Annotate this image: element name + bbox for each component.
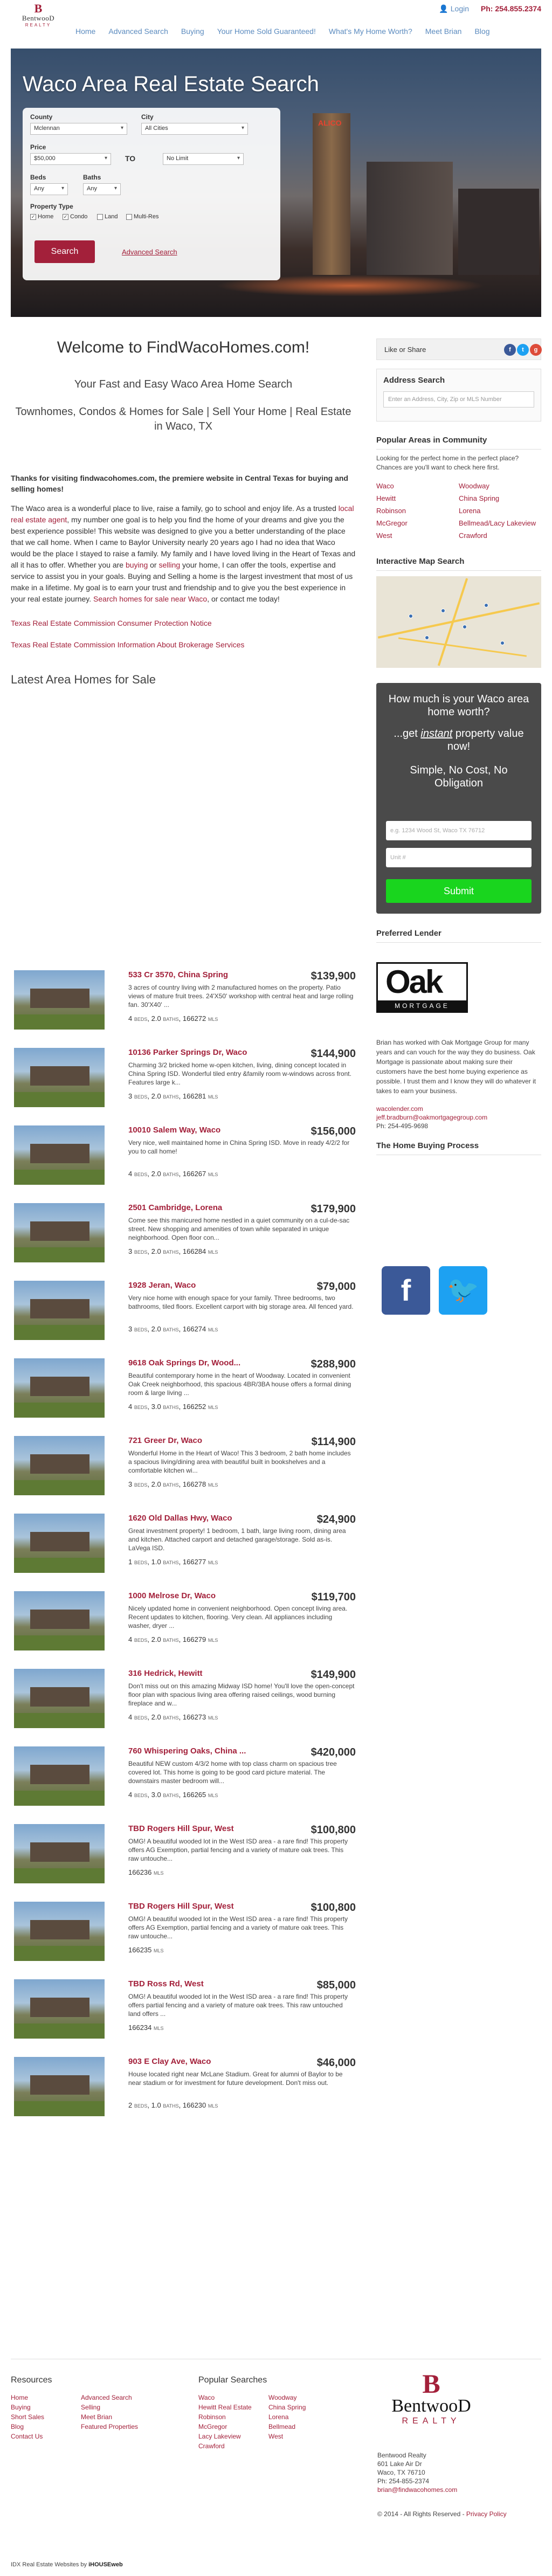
like-share-label: Like or Share xyxy=(384,346,426,354)
ptype-condo[interactable]: ✓ Condo xyxy=(63,213,88,220)
lawn xyxy=(14,1325,105,1340)
subline: Townhomes, Condos & Homes for Sale | Sell Your Home | Real Estate in Waco, TX xyxy=(15,406,351,432)
listing-description: Come see this manicured home nestled in a quiet community on a cul-de-sac street. New shopping and amenities of town while separated in unique neighborhood. Open floor con... xyxy=(128,1217,350,1241)
checkbox-checked-icon: ✓ xyxy=(63,213,68,219)
listing-price: $139,900 xyxy=(310,970,356,982)
map-pin-icon[interactable] xyxy=(500,641,505,645)
listing-card[interactable] xyxy=(11,1514,356,1574)
house-roof xyxy=(30,1765,89,1784)
footer-copyright: © 2014 - All Rights Reserved - Privacy Policy xyxy=(377,2510,507,2518)
home-worth-address-input[interactable]: e.g. 1234 Wood St, Waco TX 76712 xyxy=(386,821,532,840)
listing-card[interactable] xyxy=(11,1591,356,1652)
footer-link[interactable]: Robinson xyxy=(198,2413,226,2421)
latest-listings-heading: Latest Area Homes for Sale xyxy=(11,673,156,686)
listing-stats: 3 BEDS, 2.0 BATHS, 166278 MLS xyxy=(128,1480,218,1488)
city-select[interactable]: All Cities ▾ xyxy=(141,123,248,135)
main-content xyxy=(11,334,356,687)
facebook-icon[interactable]: f xyxy=(382,1266,430,1315)
listing-stats: 1 BEDS, 1.0 BATHS, 166277 MLS xyxy=(128,1558,218,1566)
lender-description: Brian has worked with Oak Mortgage Group for many years and can vouch for the way they do business. Oak Mortgage is passionate about making sure their customers have the best home buying experience as possible. I trust them and I know they will do whatever it takes to earn your business. xyxy=(376,1039,536,1095)
city-label: City xyxy=(141,113,154,121)
area-link[interactable]: Crawford xyxy=(459,531,487,540)
footer-link[interactable]: Meet Brian xyxy=(81,2413,113,2421)
buying-link[interactable]: buying xyxy=(125,561,148,569)
price-min-select[interactable]: $50,000 ▾ xyxy=(30,153,111,165)
footer-link[interactable]: Short Sales xyxy=(11,2413,45,2421)
top-right xyxy=(439,4,541,13)
listing-price: $24,900 xyxy=(316,1514,356,1525)
listing-description: House located right near McLane Stadium. Great for alumni of Baylor to be near stadium or for investment for future development. Don't miss out. xyxy=(128,2070,343,2087)
hero-banner xyxy=(11,49,541,317)
lawn xyxy=(14,1014,105,1030)
listing-title[interactable]: 721 Greer Dr, Waco xyxy=(128,1436,203,1445)
listing-card[interactable] xyxy=(11,1203,356,1263)
listing-stats: 3 BEDS, 2.0 BATHS, 166284 MLS xyxy=(128,1247,218,1255)
search-homes-link[interactable]: Search homes for sale near Waco xyxy=(93,595,208,603)
listing-price: $100,800 xyxy=(310,1824,356,1836)
lender-website-link[interactable]: wacolender.com xyxy=(376,1105,423,1113)
site-footer xyxy=(11,2359,541,2542)
listing-price: $119,700 xyxy=(311,1591,356,1603)
map-road xyxy=(378,602,540,639)
beds-label: Beds xyxy=(30,174,46,181)
home-worth-widget xyxy=(376,683,541,914)
listing-stats: 2 BEDS, 1.0 BATHS, 166230 MLS xyxy=(128,2101,218,2109)
price-label: Price xyxy=(30,143,46,151)
listing-stats: 3 BEDS, 2.0 BATHS, 166274 MLS xyxy=(128,1325,218,1333)
hero-building xyxy=(367,162,453,275)
user-icon: 👤 xyxy=(439,4,448,13)
footer-resources-links xyxy=(11,2393,140,2441)
listing-photo[interactable] xyxy=(14,1902,105,1961)
hero-building xyxy=(313,113,350,275)
google-plus-icon[interactable]: g xyxy=(530,344,542,356)
listing-photo[interactable] xyxy=(14,1125,105,1185)
home-worth-question: How much is your Waco area home worth? xyxy=(388,693,529,718)
listing-description: Great investment property! 1 bedroom, 1 bath, large living room, dining area and kitchen. Attached carport and detached garage/storage. Sold as-is. LaVega ISD. xyxy=(128,1527,346,1552)
area-link[interactable]: McGregor xyxy=(376,519,408,527)
area-link[interactable]: Robinson xyxy=(376,507,406,515)
listing-description: Nicely updated home in convenient neighborhood. Open concept living area. Recent updates to kitchen, flooring. Very clean. All appliances including washer, dryer ... xyxy=(128,1605,348,1629)
home-worth-instant: ...get instant property value now! xyxy=(394,728,524,752)
listing-price: $420,000 xyxy=(310,1746,356,1758)
listing-description: Charming 3/2 bricked home w-open kitchen, living, dining concept located in China Spring ISD. Wonderful tiled entry &family room w-windows across front. Features large k... xyxy=(128,1061,351,1086)
area-link[interactable]: Hewitt xyxy=(376,494,396,502)
logo-mark: B xyxy=(34,2,43,15)
listing-card[interactable] xyxy=(11,970,356,1031)
logo-name: BentwooD xyxy=(22,14,55,22)
tagline: Your Fast and Easy Waco Area Home Search xyxy=(74,378,293,390)
listing-description: OMG! A beautiful wooded lot in the West ISD area - a rare find! This property offers AG Exemption, partial fencing and a variety of mature oak trees. This raw untouche... xyxy=(128,1838,348,1862)
listing-title[interactable]: 903 E Clay Ave, Waco xyxy=(128,2057,211,2066)
ptype-home[interactable]: ✓ Home xyxy=(31,213,54,220)
sidebar xyxy=(376,339,541,1315)
hero-building xyxy=(458,189,539,275)
house-roof xyxy=(30,1920,89,1939)
nav-buying[interactable]: Buying xyxy=(181,27,204,36)
listing-photo[interactable] xyxy=(14,1746,105,1806)
house-roof xyxy=(30,1842,89,1862)
lawn xyxy=(14,1558,105,1573)
listing-card[interactable] xyxy=(11,1902,356,1962)
area-link[interactable]: Woodway xyxy=(459,482,489,490)
lender-email-link[interactable]: jeff.bradburn@oakmortgagegroup.com xyxy=(376,1114,488,1121)
house-roof xyxy=(30,989,89,1008)
listing-card[interactable] xyxy=(11,1281,356,1341)
popular-areas-desc: Looking for the perfect home in the perfect place? Chances are you'll want to check here first. xyxy=(376,454,519,471)
hero-title: Waco Area Real Estate Search xyxy=(23,72,319,96)
footer-link[interactable]: Contact Us xyxy=(11,2433,43,2440)
map-search-title: Interactive Map Search xyxy=(376,557,541,571)
ptype-multi-res[interactable]: Multi-Res xyxy=(126,213,158,220)
footer-link[interactable]: Woodway xyxy=(268,2394,297,2401)
listing-price: $85,000 xyxy=(316,1979,356,1991)
listing-card[interactable] xyxy=(11,1669,356,1729)
facebook-icon[interactable]: f xyxy=(504,344,516,356)
selling-link[interactable]: selling xyxy=(158,561,181,569)
footer-resources xyxy=(11,2375,140,2441)
area-link[interactable]: Waco xyxy=(376,482,394,490)
listing-photo[interactable] xyxy=(14,1824,105,1883)
nav-home-worth[interactable]: What's My Home Worth? xyxy=(328,27,412,36)
home-worth-submit-button[interactable]: Submit xyxy=(386,879,532,903)
lawn xyxy=(14,1946,105,1961)
footer-popular-links xyxy=(198,2393,328,2451)
listing-title[interactable]: 1000 Melrose Dr, Waco xyxy=(128,1591,216,1600)
nav-home-sold-guaranteed[interactable]: Your Home Sold Guaranteed! xyxy=(217,27,316,36)
footer-popular-title: Popular Searches xyxy=(198,2375,267,2385)
powered-by: IDX Real Estate Websites by iHOUSEweb xyxy=(11,2561,123,2568)
map-pin-icon[interactable] xyxy=(425,636,429,640)
listing-photo[interactable] xyxy=(14,1203,105,1262)
listing-title[interactable]: 316 Hedrick, Hewitt xyxy=(128,1669,203,1678)
footer-link[interactable]: Lacy Lakeview xyxy=(198,2433,241,2440)
footer-email-link[interactable]: brian@findwacohomes.com xyxy=(377,2486,458,2494)
listing-title[interactable]: 9618 Oak Springs Dr, Wood... xyxy=(128,1358,241,1368)
footer-col xyxy=(81,2393,140,2441)
listing-photo[interactable] xyxy=(14,1358,105,1418)
footer-address: Bentwood Realty 601 Lake Air Dr Waco, TX 76710 Ph: 254-855-2374 brian@findwacohomes.com xyxy=(377,2451,458,2494)
listing-card[interactable] xyxy=(11,1979,356,2040)
lawn xyxy=(14,1713,105,1728)
address-search-title: Address Search xyxy=(383,376,445,385)
ptype-land[interactable]: Land xyxy=(97,213,118,220)
listing-description: OMG! A beautiful wooded lot in the West ISD area - a rare find! This property offers partial fencing and a variety of mature oak trees. This raw untouched land offers ... xyxy=(128,1993,348,2018)
listing-description: Don't miss out on this amazing Midway ISD home! You'll love the open-concept floor plan with spacious living area offering raised ceilings, wood burning fireplace and w... xyxy=(128,1682,355,1707)
listing-photo[interactable] xyxy=(14,970,105,1030)
listing-price: $114,900 xyxy=(311,1436,356,1448)
house-roof xyxy=(30,1610,89,1629)
lawn xyxy=(14,1247,105,1262)
listing-description: Beautiful NEW custom 4/3/2 home with top class charm on spacious tree covered lot. This home is going to be good card picture material. The downstairs master bedroom will... xyxy=(128,1760,337,1785)
footer-link[interactable]: China Spring xyxy=(268,2404,306,2411)
house-roof xyxy=(30,2075,89,2095)
house-roof xyxy=(30,1221,89,1241)
popular-areas-list xyxy=(376,482,541,540)
lawn xyxy=(14,2101,105,2116)
site-header xyxy=(11,0,541,49)
listing-title[interactable]: 533 Cr 3570, China Spring xyxy=(128,970,229,979)
price-max-select[interactable]: No Limit ▾ xyxy=(163,153,244,165)
house-roof xyxy=(30,1454,89,1474)
twitter-icon[interactable]: 🐦 xyxy=(439,1266,487,1315)
home-worth-unit-input[interactable]: Unit # xyxy=(386,848,532,867)
address-search-input[interactable]: Enter an Address, City, Zip or MLS Number xyxy=(383,391,534,408)
trec-brokerage-link[interactable]: Texas Real Estate Commission Information About Brokerage Services xyxy=(11,640,245,649)
preferred-lender-title: Preferred Lender xyxy=(376,929,541,943)
listing-price: $46,000 xyxy=(316,2057,356,2069)
twitter-icon[interactable]: t xyxy=(517,344,529,356)
listing-photo[interactable] xyxy=(14,1669,105,1728)
listing-price: $156,000 xyxy=(310,1125,356,1137)
checkbox-icon xyxy=(126,214,132,220)
site-logo[interactable] xyxy=(15,3,61,27)
listing-price: $144,900 xyxy=(310,1048,356,1060)
listing-title[interactable]: 10010 Salem Way, Waco xyxy=(128,1125,221,1135)
privacy-policy-link[interactable]: Privacy Policy xyxy=(466,2510,507,2518)
listing-stats: 4 BEDS, 3.0 BATHS, 166252 MLS xyxy=(128,1403,218,1411)
local-agent-link[interactable]: local real estate agent xyxy=(11,504,354,524)
lawn xyxy=(14,1480,105,1495)
hero-sign: ALICO xyxy=(318,119,342,127)
listing-description: Beautiful contemporary home in the heart of Woodway. Located in convenient Oak Creek neighborhood, this spacious 4BR/3BA house offers a formal dining room & large living ... xyxy=(128,1372,351,1397)
listing-title[interactable]: 10136 Parker Springs Dr, Waco xyxy=(128,1048,247,1057)
trec-consumer-notice-link[interactable]: Texas Real Estate Commission Consumer Protection Notice xyxy=(11,619,212,627)
listing-title[interactable]: TBD Ross Rd, West xyxy=(128,1979,204,1988)
nav-advanced-search[interactable]: Advanced Search xyxy=(108,27,168,36)
listing-card[interactable] xyxy=(11,1125,356,1186)
intro-heading: Thanks for visiting findwacohomes.com, the premiere website in Central Texas for buying and selling homes! xyxy=(11,474,348,493)
listing-title[interactable]: 2501 Cambridge, Lorena xyxy=(128,1203,223,1212)
map-road xyxy=(398,637,527,657)
login-link[interactable]: 👤 Login xyxy=(439,4,470,13)
listing-photo[interactable] xyxy=(14,1281,105,1340)
property-type-label: Property Type xyxy=(30,203,73,210)
listing-stats: 166234 MLS xyxy=(128,2023,164,2032)
lawn xyxy=(14,1092,105,1107)
search-button[interactable]: Search xyxy=(34,240,95,263)
listing-description: Very nice, well maintained home in China Spring ISD. Move in ready 4/2/2 for you to call home! xyxy=(128,1139,350,1155)
nav-meet-brian[interactable]: Meet Brian xyxy=(425,27,462,36)
house-roof xyxy=(30,1066,89,1086)
listing-price: $288,900 xyxy=(310,1358,356,1370)
welcome-heading: Welcome to FindWacoHomes.com! xyxy=(57,339,310,356)
area-link[interactable]: Lorena xyxy=(459,507,481,515)
listings-list xyxy=(11,970,356,2135)
listing-price: $79,000 xyxy=(316,1281,356,1293)
listing-stats: 3 BEDS, 2.0 BATHS, 166281 MLS xyxy=(128,1092,218,1100)
listing-card[interactable] xyxy=(11,1824,356,1884)
listing-photo[interactable] xyxy=(14,1048,105,1107)
lawn xyxy=(14,1403,105,1418)
listing-stats: 4 BEDS, 3.0 BATHS, 166265 MLS xyxy=(128,1791,218,1799)
footer-link[interactable]: Selling xyxy=(81,2404,101,2411)
footer-link[interactable]: Featured Properties xyxy=(81,2423,139,2430)
listing-card[interactable] xyxy=(11,1436,356,1496)
footer-link[interactable]: Lorena xyxy=(268,2413,289,2421)
share-bar xyxy=(376,339,541,360)
listing-stats: 166236 MLS xyxy=(128,1868,164,1876)
house-roof xyxy=(30,1532,89,1551)
house-roof xyxy=(30,1144,89,1163)
logo-sub: REALTY xyxy=(25,23,52,27)
listing-title[interactable]: 1928 Jeran, Waco xyxy=(128,1281,196,1290)
footer-link[interactable]: Bellmead xyxy=(268,2423,296,2430)
footer-col xyxy=(198,2393,268,2451)
lender-phone: Ph: 254-495-9698 xyxy=(376,1122,429,1130)
listing-photo[interactable] xyxy=(14,1979,105,2039)
listing-stats: 4 BEDS, 2.0 BATHS, 166272 MLS xyxy=(128,1014,218,1023)
ihouseweb-logo[interactable]: iHOUSEweb xyxy=(88,2561,123,2568)
listing-card[interactable] xyxy=(11,1746,356,1807)
lawn xyxy=(14,1868,105,1883)
listing-price: $100,800 xyxy=(310,1902,356,1914)
listing-description: 3 acres of country living with 2 manufactured homes on the property. Patio views of mature fruit trees. 24'X50' workshop with central heat and large rolling fan. 30'X40' ... xyxy=(128,984,354,1009)
listing-stats: 166235 MLS xyxy=(128,1946,164,1954)
baths-select[interactable]: Any ▾ xyxy=(83,183,121,195)
footer-link[interactable]: Waco xyxy=(198,2394,215,2401)
footer-col xyxy=(11,2393,81,2441)
price-to: TO xyxy=(125,154,136,163)
listing-title[interactable]: 1620 Old Dallas Hwy, Waco xyxy=(128,1514,232,1523)
lender-contact xyxy=(376,1104,541,1130)
footer-link[interactable]: Buying xyxy=(11,2404,31,2411)
footer-resources-title: Resources xyxy=(11,2375,52,2385)
area-link[interactable]: China Spring xyxy=(459,494,500,502)
map-pin-icon[interactable] xyxy=(441,609,445,613)
listing-card[interactable] xyxy=(11,2057,356,2117)
listing-photo[interactable] xyxy=(14,2057,105,2116)
listing-price: $179,900 xyxy=(310,1203,356,1215)
advanced-search-link[interactable]: Advanced Search xyxy=(122,248,177,256)
map-pin-icon[interactable] xyxy=(463,625,467,629)
footer-popular-searches xyxy=(198,2375,328,2451)
area-link[interactable]: Bellmead/Lacy Lakeview xyxy=(459,519,536,527)
footer-link[interactable]: Blog xyxy=(11,2423,24,2430)
header-phone: Ph: 254.855.2374 xyxy=(480,4,541,13)
county-select[interactable]: Mclennan ▾ xyxy=(30,123,127,135)
footer-logo: B BentwooD REALTY xyxy=(391,2368,471,2426)
listing-title[interactable]: 760 Whispering Oaks, China ... xyxy=(128,1746,246,1756)
address-search xyxy=(376,369,541,422)
house-roof xyxy=(30,1299,89,1318)
listing-photo[interactable] xyxy=(14,1591,105,1650)
footer-link[interactable]: Crawford xyxy=(198,2442,225,2450)
checkbox-icon xyxy=(97,214,103,220)
area-link[interactable]: West xyxy=(376,531,392,540)
listing-card[interactable] xyxy=(11,1048,356,1108)
social-links xyxy=(376,1266,541,1315)
footer-link[interactable]: Hewitt Real Estate xyxy=(198,2404,252,2411)
house-roof xyxy=(30,1377,89,1396)
map-road xyxy=(438,578,468,666)
lawn xyxy=(14,1791,105,1806)
county-label: County xyxy=(30,113,53,121)
listing-card[interactable] xyxy=(11,1358,356,1419)
listing-price: $149,900 xyxy=(310,1669,356,1681)
house-roof xyxy=(30,1687,89,1707)
footer-link[interactable]: Advanced Search xyxy=(81,2394,132,2401)
map-pin-icon[interactable] xyxy=(409,614,413,618)
beds-select[interactable]: Any ▾ xyxy=(30,183,68,195)
listing-stats: 4 BEDS, 2.0 BATHS, 166273 MLS xyxy=(128,1713,218,1721)
lawn xyxy=(14,1170,105,1185)
listing-stats: 4 BEDS, 2.0 BATHS, 166279 MLS xyxy=(128,1635,218,1643)
popular-areas-title: Popular Areas in Community xyxy=(376,436,541,450)
listing-description: Wonderful Home in the Heart of Waco! This 3 bedroom, 2 bath home includes a spacious living/dining area with beautiful built in bookshelves and a comfortable kitchen wi... xyxy=(128,1449,351,1474)
listing-title[interactable]: TBD Rogers Hill Spur, West xyxy=(128,1824,234,1833)
home-worth-simple: Simple, No Cost, No Obligation xyxy=(410,764,508,789)
intro-paragraph: The Waco area is a wonderful place to live, raise a family, go to school and enjoy life. As a trusted local real estate agent, my number one goal is to help you find the home of your dreams and give you the best experience possible! This website was designed to give you a better understanding of the place that we call home. When I came to Baylor University nearly 20 years ago I had no idea that Waco would be the place I stayed to raise a family. My family and I have loved living in the Heart of Texas and all it has to offer. Whether you are buying or selling your home, I can offer the tools, expertise and service to assist you in your goals. Buying and Selling a home is the largest investment that most of us make in a lifetime. My goal is to earn your trust and friendship and to give you the best experience in your real estate journey. Search homes for sale near Waco, or contact me today! xyxy=(11,504,356,603)
home-buying-process-title: The Home Buying Process xyxy=(376,1141,541,1155)
nav-home[interactable]: Home xyxy=(75,27,96,36)
footer-link[interactable]: Home xyxy=(11,2394,29,2401)
listing-photo[interactable] xyxy=(14,1514,105,1573)
nav-blog[interactable]: Blog xyxy=(474,27,490,36)
interactive-map[interactable] xyxy=(376,576,541,668)
oak-mortgage-logo[interactable]: Oak MORTGAGE xyxy=(376,962,468,1013)
quick-search-form xyxy=(23,108,280,280)
main-nav xyxy=(75,27,490,36)
listing-stats: 4 BEDS, 2.0 BATHS, 166267 MLS xyxy=(128,1170,218,1178)
footer-link[interactable]: West xyxy=(268,2433,284,2440)
footer-link[interactable]: McGregor xyxy=(198,2423,227,2430)
lawn xyxy=(14,2023,105,2039)
listing-title[interactable]: TBD Rogers Hill Spur, West xyxy=(128,1902,234,1911)
lawn xyxy=(14,1635,105,1650)
house-roof xyxy=(30,1998,89,2017)
map-pin-icon[interactable] xyxy=(484,603,488,607)
listing-description: OMG! A beautiful wooded lot in the West ISD area - a rare find! This property offers AG Exemption, partial fencing and a variety of mature oak trees. This raw untouche... xyxy=(128,1915,348,1940)
footer-col xyxy=(268,2393,328,2451)
baths-label: Baths xyxy=(83,174,101,181)
checkbox-checked-icon: ✓ xyxy=(31,213,36,219)
listing-description: Very nice home with enough space for your family. Three bedrooms, two bathrooms, tiled floors. Excellent carport with big storage area. All fenced yard. xyxy=(128,1294,354,1310)
listing-photo[interactable] xyxy=(14,1436,105,1495)
